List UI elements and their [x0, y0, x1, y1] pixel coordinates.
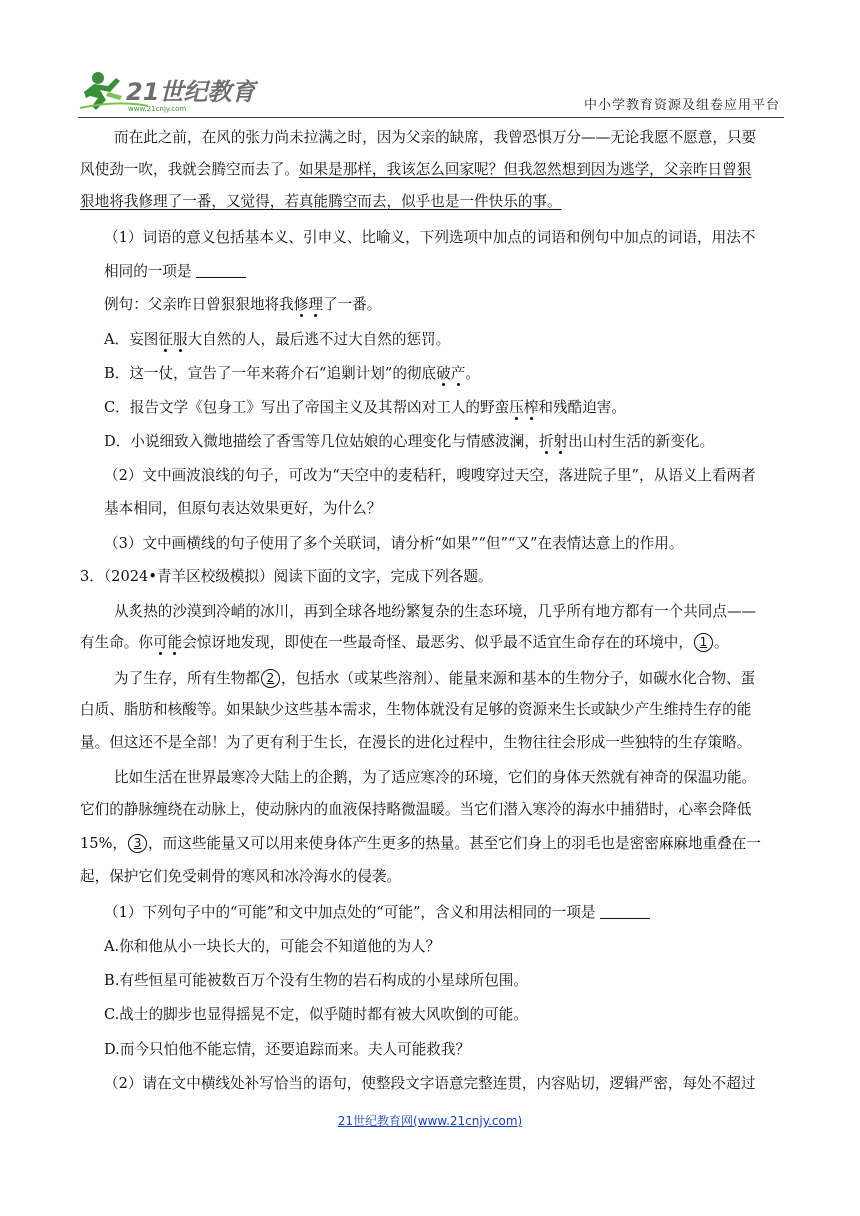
subquestion-1-stem: [104, 903, 650, 923]
subquestion-1-option-a: A.你和他从小一块长大的，可能会不知道他的为人？: [104, 938, 441, 955]
subquestion-1-option-c: C.战士的脚步也显得摇晃不定，似乎随时都有被大风吹倒的可能。: [104, 1006, 528, 1023]
dotted-char: 理: [308, 296, 323, 313]
passage-line: 白质、脂肪和核酸等。如果缺少这些基本需求，生物体就没有足够的资源来生长或缺少产生维持生存的能: [80, 701, 752, 718]
option-text: 出山村生活的新变化。: [568, 433, 715, 450]
passage-text: 风使劲一吹，我就会腾空而去了。: [80, 161, 299, 178]
underlined-sentence: 如果是那样，我该怎么回家呢？但我忽然想到因为逃学，父亲昨日曾狠: [298, 161, 752, 178]
header-divider: [78, 117, 784, 118]
passage-line: 而在此之前，在风的张力尚未拉满之时，因为父亲的缺席，我曾恐惧万分——无论我愿不愿意，只要: [114, 129, 757, 146]
dotted-char: 榨: [523, 399, 539, 416]
option-a: [104, 330, 450, 350]
passage-line: [80, 192, 562, 212]
answer-blank[interactable]: [600, 904, 650, 919]
question-text: 相同的一项是: [104, 263, 192, 280]
logo-url-text: www.21cnjy.com: [128, 105, 187, 113]
dotted-char: 产: [450, 365, 466, 382]
blank-marker-3: 3: [128, 834, 147, 853]
dotted-char: 修: [293, 296, 309, 313]
dotted-char: 破: [436, 365, 451, 382]
passage-text: ，而这些能量又可以用来使身体产生更多的热量。甚至它们身上的羽毛也是密密麻麻地重叠在一: [148, 835, 761, 852]
passage-text: ，包括水（或某些溶剂）、能量来源和基本的生物分子，如碳水化合物、蛋: [280, 670, 756, 687]
dotted-char: 射: [553, 433, 569, 450]
subquestion-1-option-b: B.有些恒星可能被数百万个没有生物的岩石构成的小星球所包围。: [104, 972, 528, 989]
example-sentence: [104, 295, 381, 315]
option-d: [104, 432, 714, 452]
underlined-sentence: 狠地将我修理了一番，又觉得，若真能腾空而去，似乎也是一件快乐的事。: [80, 193, 562, 210]
passage-text: 。: [714, 634, 729, 651]
passage-line: 量。但这还不是全部！为了更有利于生长，在漫长的进化过程中，生物往往会形成一些独特的生存策略。: [80, 734, 752, 751]
passage-line: [80, 160, 751, 180]
problem-3-title: 3．（2024•青羊区校级模拟）阅读下面的文字，完成下列各题。: [80, 568, 493, 585]
subquestion-1-option-d: D.而今只怕他不能忘情，还要追踪而来。夫人可能救我？: [104, 1041, 471, 1058]
logo-text: 21世纪教育: [126, 78, 256, 106]
question-text: （1）下列句子中的“可能”和文中加点处的“可能”，含义和用法相同的一项是: [104, 904, 596, 921]
answer-blank[interactable]: [196, 263, 246, 278]
dotted-char: 折: [538, 433, 554, 450]
option-text: 。: [465, 365, 480, 382]
passage-line: 比如生活在世界最寒冷大陆上的企鹅，为了适应寒冷的环境，它们的身体天然就有神奇的保温功能。: [114, 769, 757, 786]
option-text: D．小说细致入微地描绘了香雪等几位姑娘的心理变化与情感波澜，: [104, 433, 539, 450]
example-text: 了一番。: [322, 296, 382, 313]
page-footer: [0, 1112, 860, 1129]
blank-marker-1: 1: [694, 633, 713, 652]
footer-link[interactable]: 21世纪教育网(www.21cnjy.com): [337, 1114, 523, 1128]
blank-marker-2: 2: [261, 669, 280, 688]
dotted-char: 服: [172, 331, 188, 348]
option-text: 和残酷迫害。: [538, 399, 626, 416]
passage-text: 有生命。你: [80, 634, 153, 651]
page-header: [78, 66, 784, 116]
dotted-char: 压: [509, 399, 524, 416]
question-3-stem: （3）文中画横线的句子使用了多个关联词，请分析“如果”“但”“又”在表情达意上的作用。: [104, 535, 684, 552]
dotted-char: 可: [152, 634, 168, 651]
example-text: 例句：父亲昨日曾狠狠地将我: [104, 296, 294, 313]
option-c: [104, 398, 626, 418]
passage-line: [80, 633, 729, 653]
subquestion-2-stem: （2）请在文中横线处补写恰当的语句，使整段文字语意完整连贯，内容贴切，逻辑严密，每处不超过: [104, 1075, 756, 1092]
passage-text: 会惊讶地发现，即使在一些最奇怪、最恶劣、似乎最不适宜生命存在的环境中，: [182, 634, 693, 651]
platform-label: 中小学教育资源及组卷应用平台: [583, 98, 780, 113]
question-1-stem-cont: [104, 262, 246, 282]
dotted-char: 能: [167, 634, 183, 651]
passage-text: 15%，: [80, 835, 128, 852]
passage-line: [80, 834, 761, 854]
brand-logo: [78, 68, 258, 114]
passage-line: 从炙热的沙漠到冷峭的冰川，再到全球各地纷繁复杂的生态环境，几乎所有地方都有一个共同点——: [114, 603, 757, 620]
option-b: [104, 364, 480, 384]
passage-line: [114, 669, 755, 689]
option-text: B．这一仗，宣告了一年来蒋介石“追剿计划”的彻底: [104, 365, 437, 382]
question-2-stem-cont: 基本相同，但原句表达效果更好，为什么？: [104, 500, 382, 517]
option-text: A．妄图: [104, 331, 159, 348]
option-text: 大自然的人，最后逃不过大自然的惩罚。: [187, 331, 451, 348]
option-text: C．报告文学《包身工》写出了帝国主义及其帮凶对工人的野蛮: [104, 399, 510, 416]
passage-text: 为了生存，所有生物都: [114, 670, 260, 687]
passage-line: 起，保护它们免受刺骨的寒风和冰冷海水的侵袭。: [80, 868, 402, 885]
passage-line: 它们的静脉缠绕在动脉上，使动脉内的血液保持略微温暖。当它们潜入寒冷的海水中捕猎时，心率会降低: [80, 801, 752, 818]
dotted-char: 征: [158, 331, 173, 348]
question-1-stem: （1）词语的意义包括基本义、引申义、比喻义，下列选项中加点的词语和例句中加点的词语，用法不: [104, 229, 756, 246]
runner-logo-icon: [78, 68, 258, 114]
question-2-stem: （2）文中画波浪线的句子，可改为“天空中的麦秸秆，嗖嗖穿过天空，落进院子里”，从语义上看两者: [104, 467, 756, 484]
